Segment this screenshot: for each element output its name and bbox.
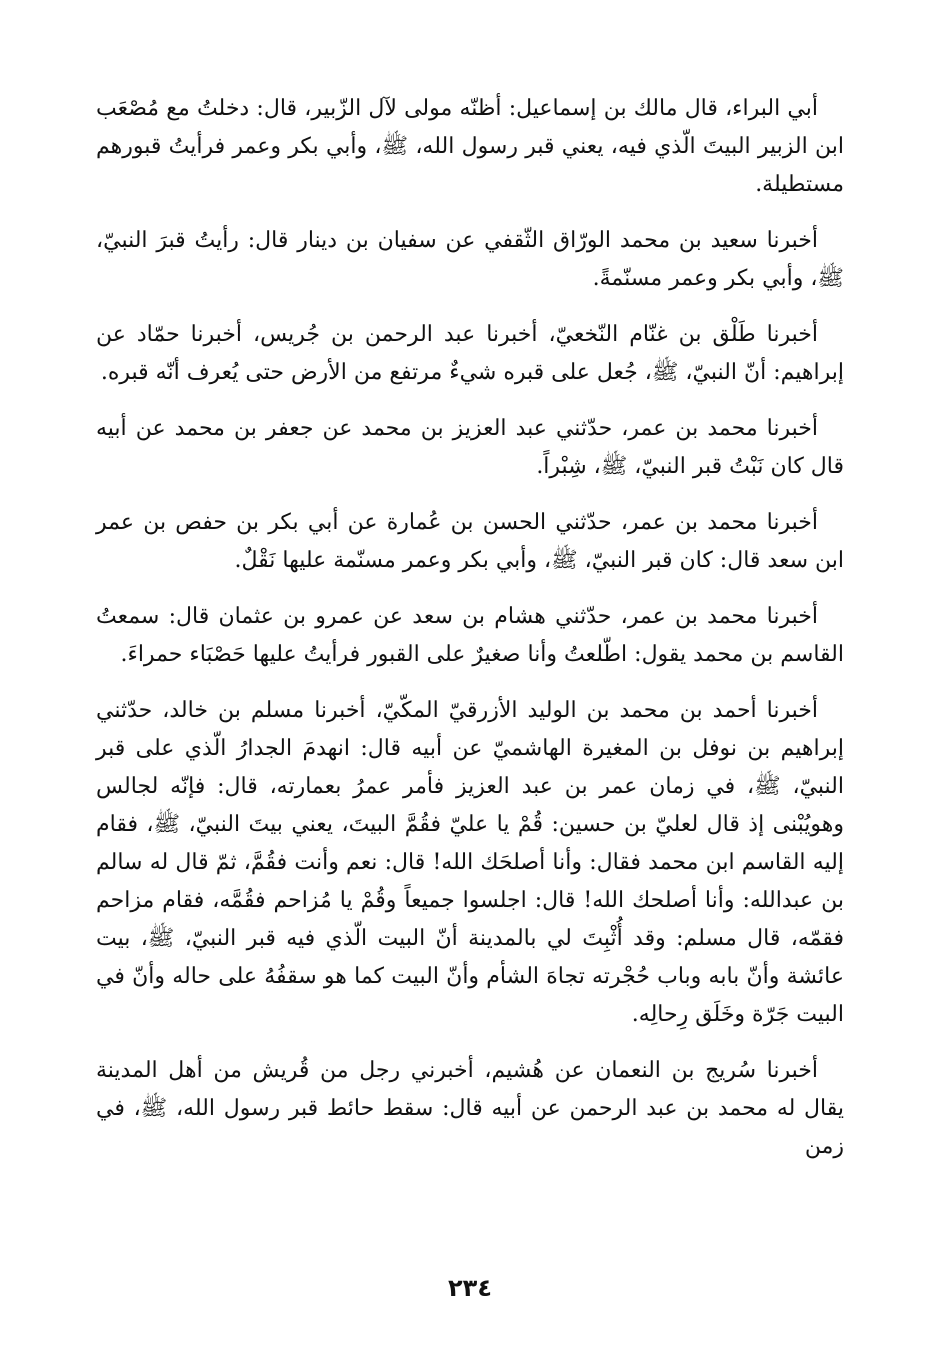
page-body-text <box>96 90 844 1184</box>
page-number: ٢٣٤ <box>448 1274 492 1302</box>
paragraph-3: أخبرنا طَلْق بن غنّام النّخعيّ، أخبرنا عبد الرحمن بن جُريس، أخبرنا حمّاد عن إبراهيم: أنّ النبيّ، ﷺ، جُعل على قبره شيءٌ مرتفع من الأرض حتى يُعرف أنّه قبره. <box>96 322 844 385</box>
paragraph-8: أخبرنا سُريج بن النعمان عن هُشيم، أخبرني رجل من قُريش من أهل المدينة يقال له محمد بن عبد الرحمن عن أبيه قال: سقط حائط قبر رسول الله، ﷺ، في زمن <box>96 1058 844 1159</box>
paragraph-2: أخبرنا سعيد بن محمد الورّاق الثّقفي عن سفيان بن دينار قال: رأيتُ قبرَ النبيّ، ﷺ، وأبي بكر وعمر مسنّمةً. <box>96 228 844 291</box>
paragraph-6: أخبرنا محمد بن عمر، حدّثني هشام بن سعد عن عمرو بن عثمان قال: سمعتُ القاسم بن محمد يقول: اطّلعتُ وأنا صغيرٌ على القبور فرأيتُ عليها حَصْبَاء حمراءَ. <box>96 604 844 667</box>
paragraph-5: أخبرنا محمد بن عمر، حدّثني الحسن بن عُمارة عن أبي بكر بن حفص بن عمر ابن سعد قال: كان قبر النبيّ، ﷺ، وأبي بكر وعمر مسنّمة عليها نَقْلٌ. <box>96 510 844 573</box>
paragraph-1: أبي البراء، قال مالك بن إسماعيل: أظنّه مولى لآل الزّبير، قال: دخلتُ مع مُصْعَب ابن الزبير البيتَ الّذي فيه، يعني قبر رسول الله، ﷺ، وأبي بكر وعمر فرأيتُ قبورهم مستطيلة. <box>96 96 844 197</box>
paragraph-4: أخبرنا محمد بن عمر، حدّثني عبد العزيز بن محمد عن جعفر بن محمد عن أبيه قال كان نَبْتُ قبر النبيّ، ﷺ، شِبْراً. <box>96 416 844 479</box>
paragraph-7: أخبرنا أحمد بن محمد بن الوليد الأزرقيّ المكّيّ، أخبرنا مسلم بن خالد، حدّثني إبراهيم بن نوفل بن المغيرة الهاشميّ عن أبيه قال: انهدمَ الجدارُ الّذي على قبر النبيّ، ﷺ، في زمان عمر بن عبد العزيز فأمر عمرُ بعمارته، قال: فإنّه لجالس وهويُبْنى إذ قال لعليّ بن حسين: قُمْ يا عليّ فقُمَّ البيتَ، يعني بيتَ النبيّ، ﷺ، فقام إليه القاسم ابن محمد فقال: وأنا أصلحَك الله! قال: نعم وأنت فقُمَّ، ثمّ قال له سالم بن عبدالله: وأنا أصلحك الله! قال: اجلسوا جميعاً وقُمْ يا مُزاحم فقُمَّه، فقام مزاحم فقمّه، قال مسلم: وقد أُثْبِتَ لي بالمدينة أنّ البيت الّذي فيه قبر النبيّ، ﷺ، بيت عائشة وأنّ بابه وباب حُجْرته تجاهَ الشأم وأنّ البيت كما هو سقفُهُ على حاله وأنّ في البيت جَرّة وخَلَق رِحالِه. <box>96 698 844 1027</box>
